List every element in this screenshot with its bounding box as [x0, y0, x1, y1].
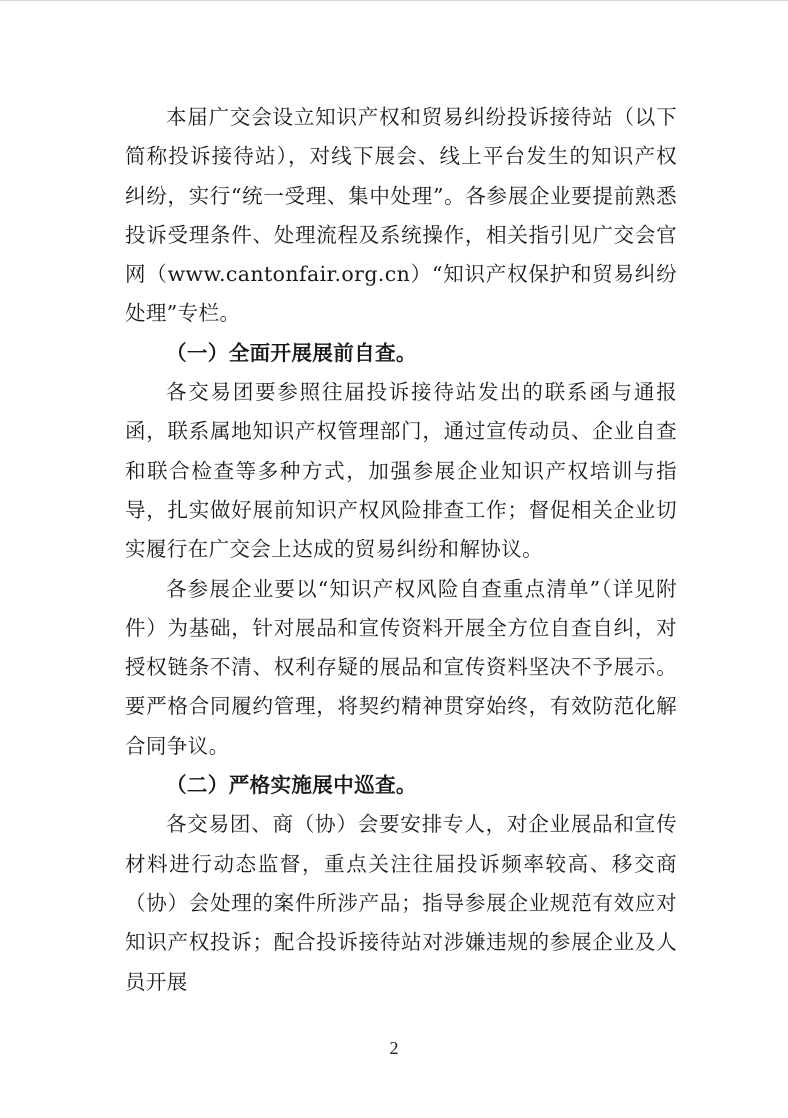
page-number: 2	[389, 1038, 399, 1058]
document-page	[125, 98, 677, 1002]
paragraph-inspection: 各交易团、商（协）会要安排专人，对企业展品和宣传材料进行动态监督，重点关注往届投诉频率较高、移交商（协）会处理的案件所涉产品；指导参展企业规范有效应对知识产权投诉；配合投诉接待站对涉嫌违规的参展企业及人员开展	[125, 812, 677, 994]
paragraph-trade-groups: 各交易团要参照往届投诉接待站发出的联系函与通报函，联系属地知识产权管理部门，通过宣传动员、企业自查和联合检查等多种方式，加强参展企业知识产权培训与指导，扎实做好展前知识产权风险排查工作；督促相关企业切实履行在广交会上达成的贸易纠纷和解协议。	[125, 380, 677, 562]
section-heading-1: （一）全面开展展前自查。	[166, 340, 417, 365]
top-rule	[0, 0, 788, 1]
section-heading-2: （二）严格实施展中巡查。	[166, 773, 417, 798]
paragraph-intro: 本届广交会设立知识产权和贸易纠纷投诉接待站（以下简称投诉接待站），对线下展会、线上平台发生的知识产权纠纷，实行“统一受理、集中处理”。各参展企业要提前熟悉投诉受理条件、处理流程及系统操作，相关指引见广交会官网（www.cantonfair.org.cn）“知识产权保护和贸易纠纷处理”专栏。	[125, 105, 677, 326]
paragraph-exhibitors: 各参展企业要以“知识产权风险自查重点清单”（详见附件）为基础，针对展品和宣传资料开展全方位自查自纠，对授权链条不清、权利存疑的展品和宣传资料坚决不予展示。要严格合同履约管理，将契约精神贯穿始终，有效防范化解合同争议。	[125, 576, 677, 758]
